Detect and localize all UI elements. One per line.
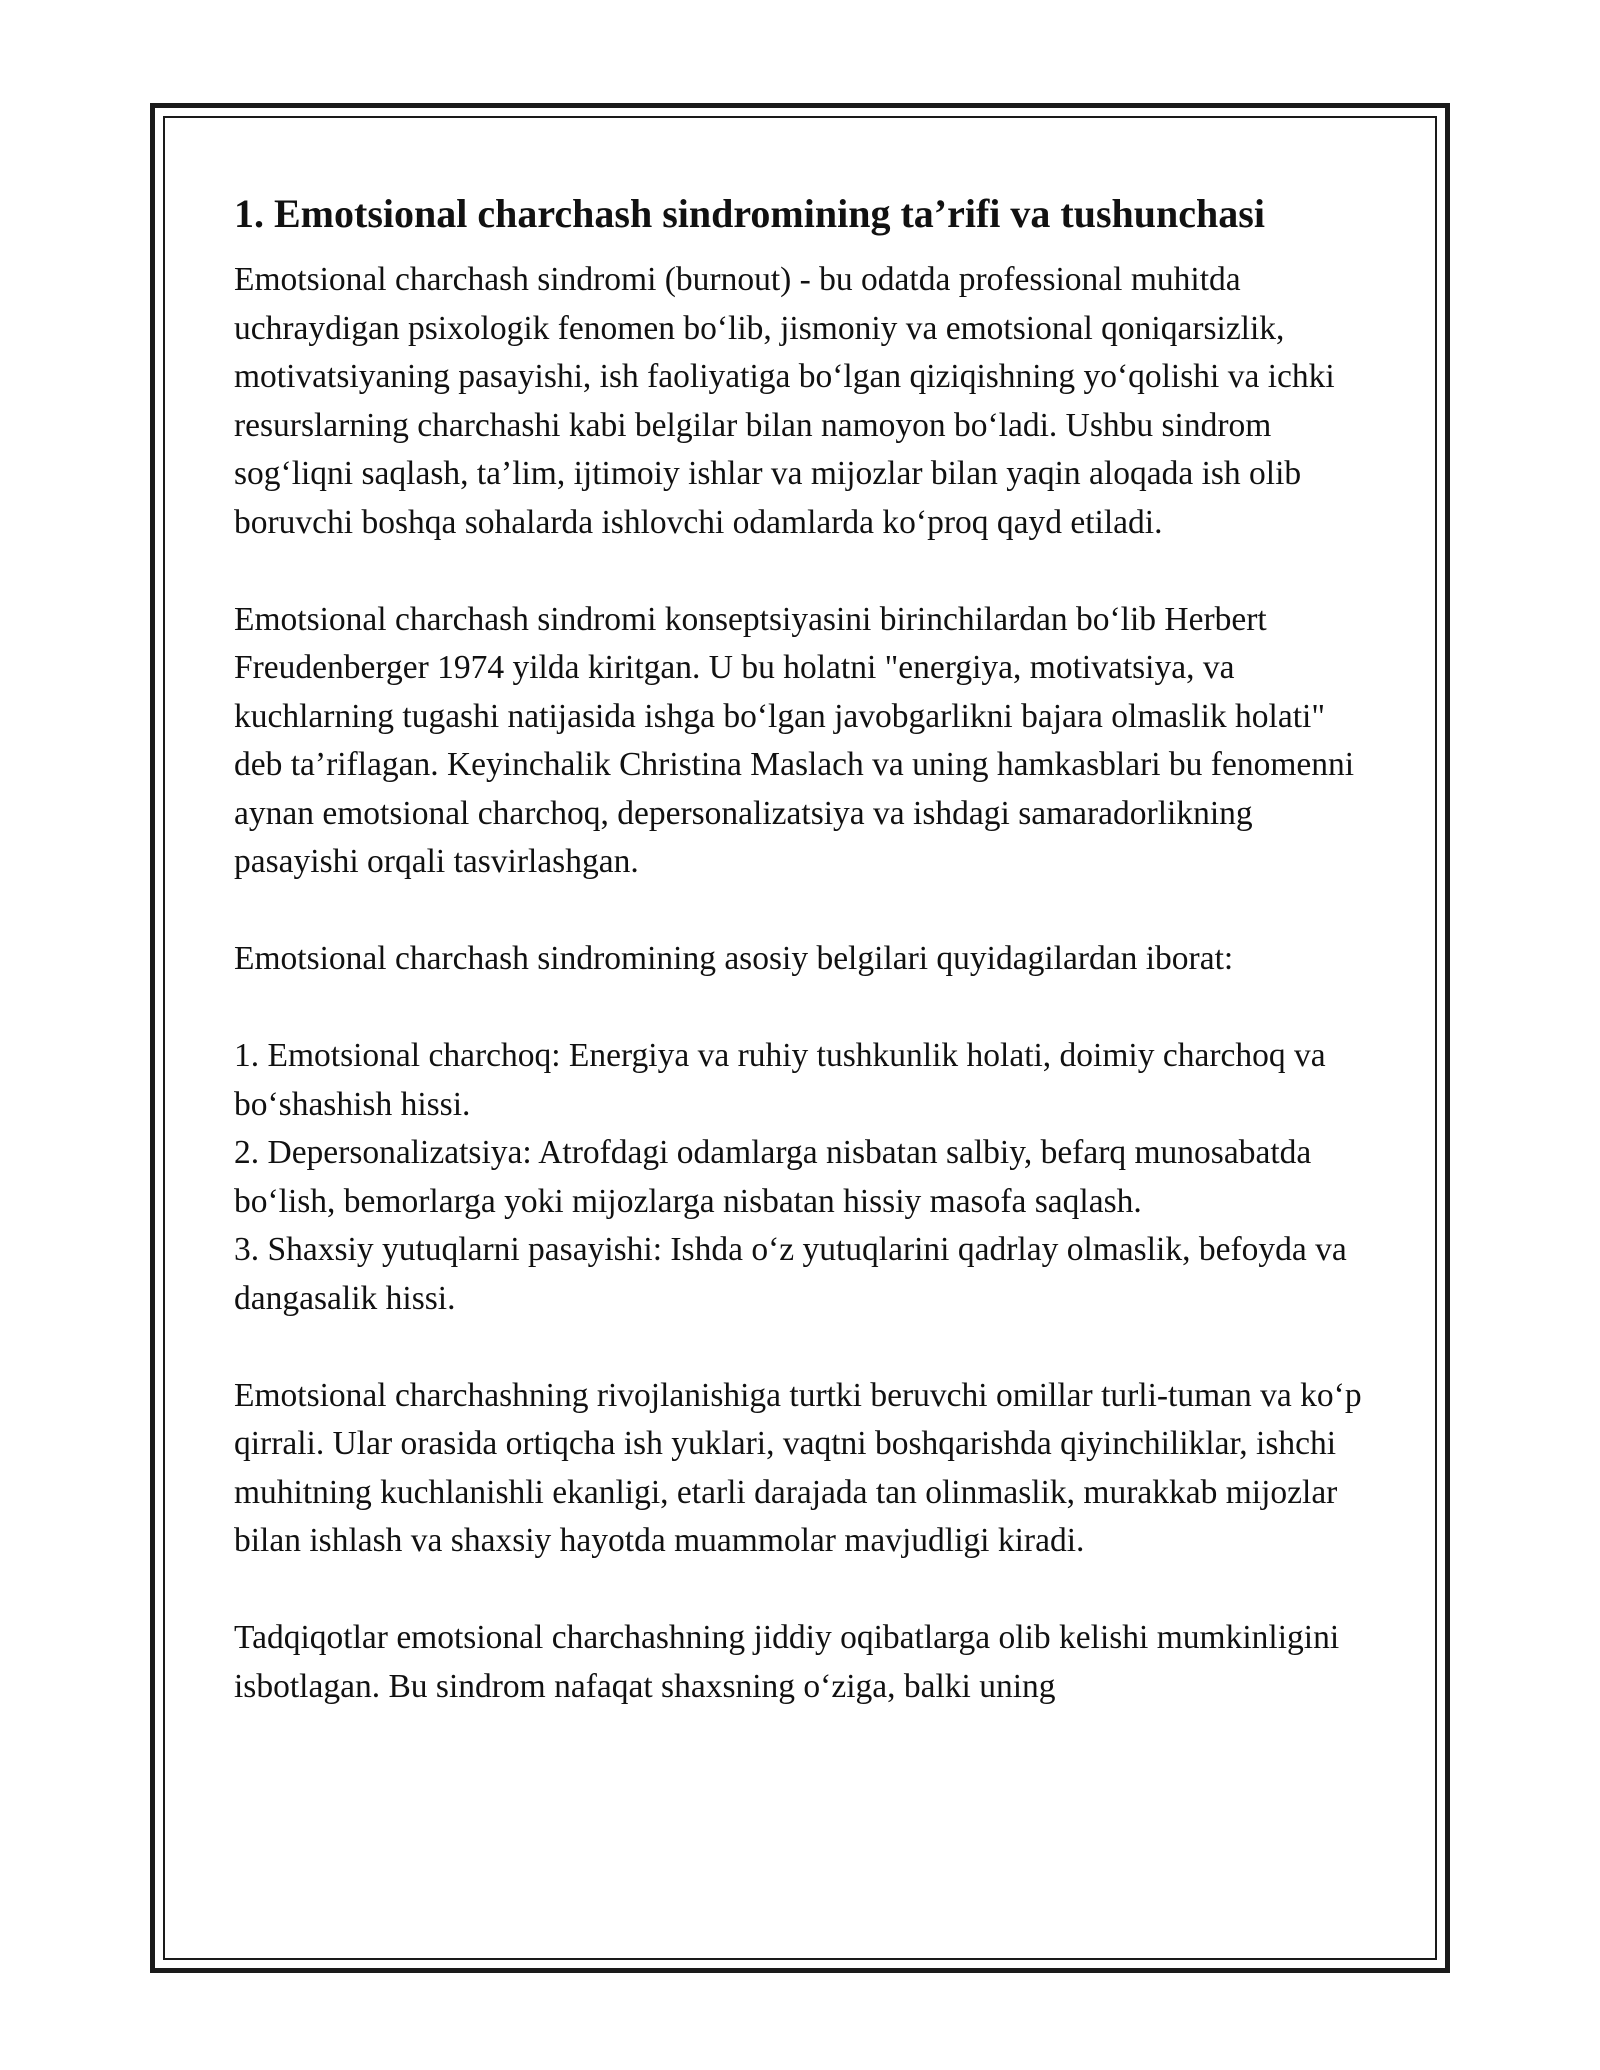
section-heading: 1. Emotsional charchash sindromining ta’rifi va tushunchasi bbox=[234, 191, 1265, 236]
paragraph-signs-intro: Emotsional charchash sindromining asosiy belgilari quyidagilardan iborat: bbox=[234, 940, 1234, 977]
list-item: 1. Emotsional charchoq: Energiya va ruhiy tushkunlik holati, doimiy charchoq va bo‘shashish hissi. bbox=[234, 1037, 1326, 1123]
paragraph-factors: Emotsional charchashning rivojlanishiga turtki beruvchi omillar turli-tuman va ko‘p qirrali. Ular orasida ortiqcha ish yuklari, vaqtni boshqarishda qiyinchiliklar, ishchi muhitning kuchlanishli ekanligi, etarli darajada tan olinmaslik, murakkab mijozlar bilan ishlash va shaxsiy hayotda muammolar mavjudligi kiradi. bbox=[234, 1376, 1362, 1559]
signs-list bbox=[234, 1032, 1379, 1323]
list-item: 2. Depersonalizatsiya: Atrofdagi odamlarga nisbatan salbiy, befarq munosabatda bo‘lish, bemorlarga yoki mijozlarga nisbatan hissiy masofa saqlash. bbox=[234, 1134, 1312, 1220]
list-item: 3. Shaxsiy yutuqlarni pasayishi: Ishda o‘z yutuqlarini qadrlay olmaslik, befoyda va dangasalik hissi. bbox=[234, 1231, 1347, 1317]
document-body bbox=[234, 190, 1379, 1711]
paragraph-history: Emotsional charchash sindromi konseptsiyasini birinchilardan bo‘lib Herbert Freudenberger 1974 yilda kiritgan. U bu holatni "energiya, motivatsiya, va kuchlarning tugashi natijasida ishga bo‘lgan javobgarlikni bajara olmaslik holati" deb ta’riflagan. Keyinchalik Christina Maslach va uning hamkasblari bu fenomenni aynan emotsional charchoq, depersonalizatsiya va ishdagi samaradorlikning pasayishi orqali tasvirlashgan. bbox=[234, 600, 1355, 880]
paragraph-consequences: Tadqiqotlar emotsional charchashning jiddiy oqibatlarga olib kelishi mumkinligini isbotlagan. Bu sindrom nafaqat shaxsning o‘ziga, balki uning bbox=[234, 1619, 1340, 1705]
paragraph-definition: Emotsional charchash sindromi (burnout) - bu odatda professional muhitda uchraydigan psixologik fenomen bo‘lib, jismoniy va emotsional qoniqarsizlik, motivatsiyaning pasayishi, ish faoliyatiga bo‘lgan qiziqishning yo‘qolishi va ichki resurslarning charchashi kabi belgilar bilan namoyon bo‘ladi. Ushbu sindrom sog‘liqni saqlash, ta’lim, ijtimoiy ishlar va mijozlar bilan yaqin aloqada ish olib boruvchi boshqa sohalarda ishlovchi odamlarda ko‘proq qayd etiladi. bbox=[234, 261, 1335, 541]
